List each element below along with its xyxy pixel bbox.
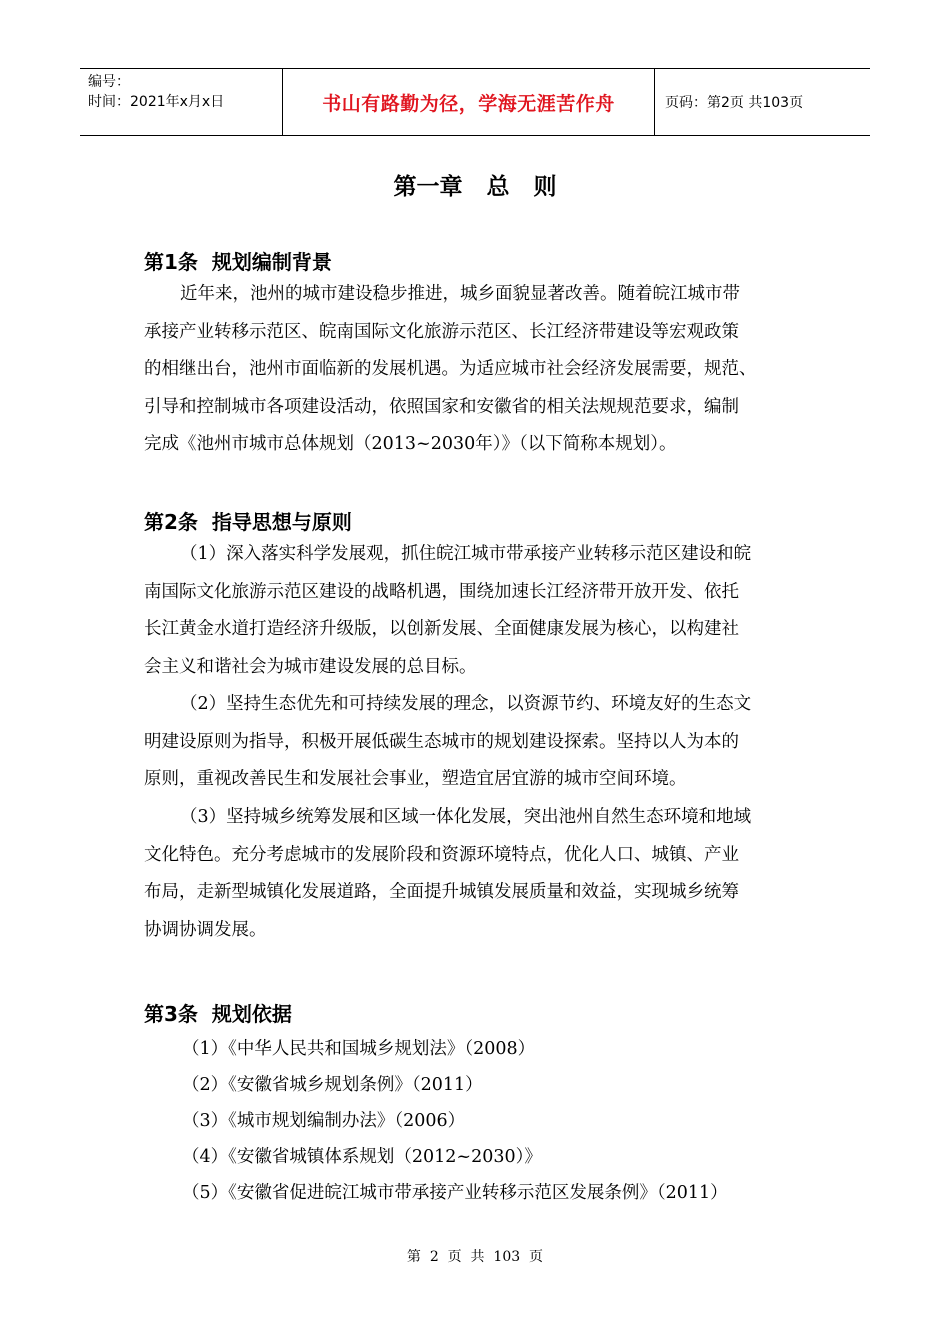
document-number-label: 编号： (88, 74, 130, 90)
header-motto-cell (282, 69, 655, 135)
document-time-label: 时间：2021年x月x日 (88, 94, 225, 110)
list-item: （1）《中华人民共和国城乡规划法》（2008） (182, 1039, 536, 1059)
paragraph-line: （3）坚持城乡统筹发展和区域一体化发展，突出池州自然生态环境和地域 (180, 807, 752, 827)
paragraph-line: 近年来，池州的城市建设稳步推进，城乡面貌显著改善。随着皖江城市带 (180, 284, 740, 304)
paragraph-line: 完成《池州市城市总体规划（2013~2030年）》（以下简称本规划）。 (144, 434, 677, 454)
paragraph-line: 布局，走新型城镇化发展道路，全面提升城镇发展质量和效益，实现城乡统筹 (144, 882, 739, 902)
list-item: （4）《安徽省城镇体系规划（2012~2030）》 (182, 1147, 542, 1167)
chapter-title: 第一章 总 则 (393, 174, 557, 200)
paragraph-line: 协调协调发展。 (144, 919, 267, 940)
list-item: （3）《城市规划编制办法》（2006） (182, 1111, 466, 1131)
paragraph-line: 引导和控制城市各项建设活动，依照国家和安徽省的相关法规规范要求，编制 (144, 396, 739, 417)
list-item: （2）《安徽省城乡规划条例》（2011） (182, 1075, 483, 1095)
header-meta-cell (80, 69, 282, 135)
paragraph-line: （2）坚持生态优先和可持续发展的理念，以资源节约、环境友好的生态文 (180, 694, 752, 714)
article-2-paragraph-2 (144, 686, 809, 799)
document-header (80, 68, 870, 136)
article-2-heading: 第2条 指导思想与原则 (144, 510, 352, 534)
paragraph-line: 承接产业转移示范区、皖南国际文化旅游示范区、长江经济带建设等宏观政策 (144, 321, 739, 342)
header-page-info: 页码：第2页 共103页 (665, 95, 804, 111)
paragraph-line: 长江黄金水道打造经济升级版，以创新发展、全面健康发展为核心，以构建社 (144, 619, 739, 639)
article-3-heading: 第3条 规划依据 (144, 1002, 292, 1026)
header-motto: 书山有路勤为径，学海无涯苦作舟 (322, 92, 615, 115)
article-2-paragraph-1 (144, 536, 809, 686)
article-1-heading: 第1条 规划编制背景 (144, 250, 332, 274)
article-1-paragraph (144, 276, 809, 464)
paragraph-line: 南国际文化旅游示范区建设的战略机遇，围绕加速长江经济带开放开发、依托 (144, 581, 739, 602)
paragraph-line: 原则，重视改善民生和发展社会事业，塑造宜居宜游的城市空间环境。 (144, 769, 687, 789)
paragraph-line: 会主义和谐社会为城市建设发展的总目标。 (144, 656, 477, 677)
paragraph-line: 文化特色。充分考虑城市的发展阶段和资源环境特点，优化人口、城镇、产业 (144, 844, 739, 865)
list-item: （5）《安徽省促进皖江城市带承接产业转移示范区发展条例》（2011） (182, 1183, 728, 1203)
paragraph-line: （1）深入落实科学发展观，抓住皖江城市带承接产业转移示范区建设和皖 (180, 544, 752, 564)
paragraph-line: 的相继出台，池州市面临新的发展机遇。为适应城市社会经济发展需要，规范、 (144, 359, 757, 379)
article-2-paragraph-3 (144, 799, 809, 949)
page-footer: 第 2 页 共 103 页 (406, 1249, 544, 1265)
paragraph-line: 明建设原则为指导，积极开展低碳生态城市的规划建设探索。坚持以人为本的 (144, 731, 739, 752)
header-page-cell (655, 69, 870, 135)
article-3-basis-list (182, 1031, 728, 1211)
